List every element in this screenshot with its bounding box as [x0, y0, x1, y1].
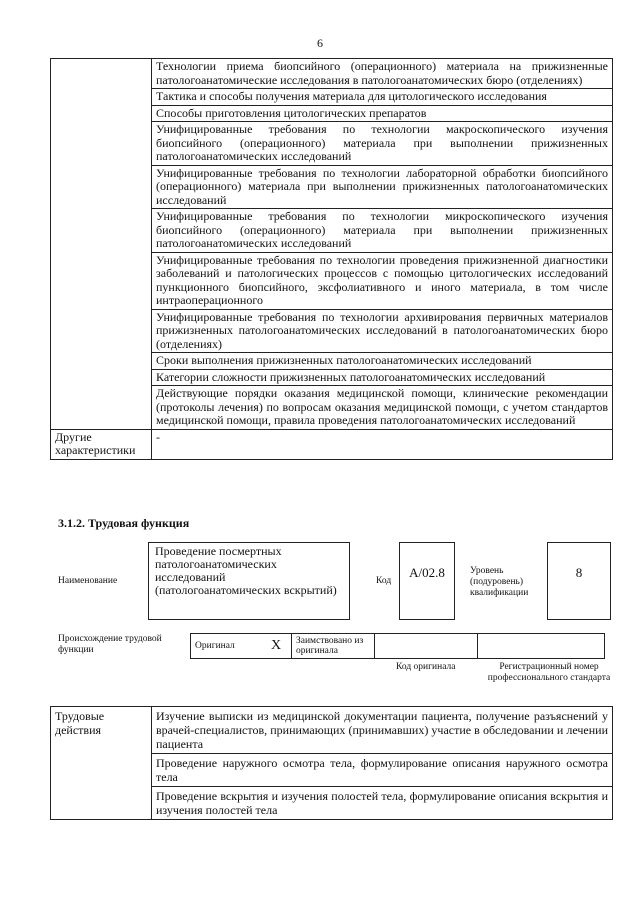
other-characteristics-label: Другие характеристики [51, 429, 152, 459]
code-original-caption: Код оригинала [396, 662, 456, 672]
table-cell: Сроки выполнения прижизненных патологоанатомических исследований [152, 353, 613, 370]
table-cell: Категории сложности прижизненных патологоанатомических исследований [152, 369, 613, 386]
section-title: 3.1.2. Трудовая функция [58, 516, 190, 530]
name-label: Наименование [58, 576, 118, 586]
table-cell: Технологии приема биопсийного (операционного) материала на прижизненные патологоанатомические исследования в патологоанатомических бюро (отделениях) [152, 59, 613, 89]
empty-label-cell [51, 59, 152, 430]
origin-table [190, 633, 605, 659]
labor-actions-label: Трудовые действия [51, 707, 152, 820]
table-cell: Проведение вскрытия и изучения полостей тела, формулирование описания вскрытия и изучения полостей тела [152, 787, 613, 820]
table-cell: Изучение выписки из медицинской документации пациента, получение разъяснений у врачей-специалистов, принимающих (принимавших) участие в обследовании и лечении пациента [152, 707, 613, 754]
labor-actions-table [50, 706, 613, 820]
table-cell: Унифицированные требования по технологии макроскопического изучения биопсийного (операционного) материала при выполнении прижизненных патологоанатомических исследований [152, 122, 613, 166]
code-value-box: A/02.8 [399, 542, 455, 620]
table-row [51, 59, 613, 89]
table-cell: Унифицированные требования по технологии архивирования первичных материалов прижизненных патологоанатомических исследований в патологоанатомических бюро (отделениях) [152, 309, 613, 353]
level-value-box: 8 [547, 542, 611, 620]
page-number: 6 [317, 36, 323, 50]
code-original-cell [375, 634, 478, 659]
table-cell: Способы приготовления цитологических препаратов [152, 105, 613, 122]
knowledge-table [50, 58, 613, 460]
table-cell: Тактика и способы получения материала для цитологического исследования [152, 89, 613, 106]
table-cell: Проведение наружного осмотра тела, формулирование описания наружного осмотра тела [152, 754, 613, 787]
function-name-box: Проведение посмертных патологоанатомических исследований (патологоанатомических вскрытий) [148, 542, 350, 620]
origin-label: Происхождение трудовой функции [58, 634, 162, 655]
original-label: Оригинал [191, 634, 262, 659]
table-row [51, 429, 613, 459]
table-cell: Действующие порядки оказания медицинской помощи, клинические рекомендации (протоколы лечения) по вопросам оказания медицинской помощи, с учетом стандартов медицинской помощи, правила проведения патологоанатомических исследований [152, 386, 613, 430]
reg-number-cell [478, 634, 605, 659]
other-characteristics-value: - [152, 429, 613, 459]
table-row [51, 707, 613, 754]
table-cell: Унифицированные требования по технологии проведения прижизненной диагностики заболеваний и патологических процессов с помощью цитологических исследований пункционного биопсийного, эксфолиативного и иного материала, в том числе интраоперационного [152, 252, 613, 309]
original-mark: X [261, 634, 292, 659]
reg-number-caption: Регистрационный номер профессионального стандарта [487, 662, 611, 683]
table-cell: Унифицированные требования по технологии микроскопического изучения биопсийного (операционного) материала при выполнении прижизненных патологоанатомических исследований [152, 209, 613, 253]
table-cell: Унифицированные требования по технологии лабораторной обработки биопсийного (операционного) материала при выполнении прижизненных патологоанатомических исследований [152, 165, 613, 209]
borrowed-label: Заимствовано из оригинала [292, 634, 375, 659]
level-label: Уровень (подуровень) квалификации [470, 566, 529, 598]
code-label: Код [376, 576, 392, 586]
table-row [191, 634, 605, 659]
